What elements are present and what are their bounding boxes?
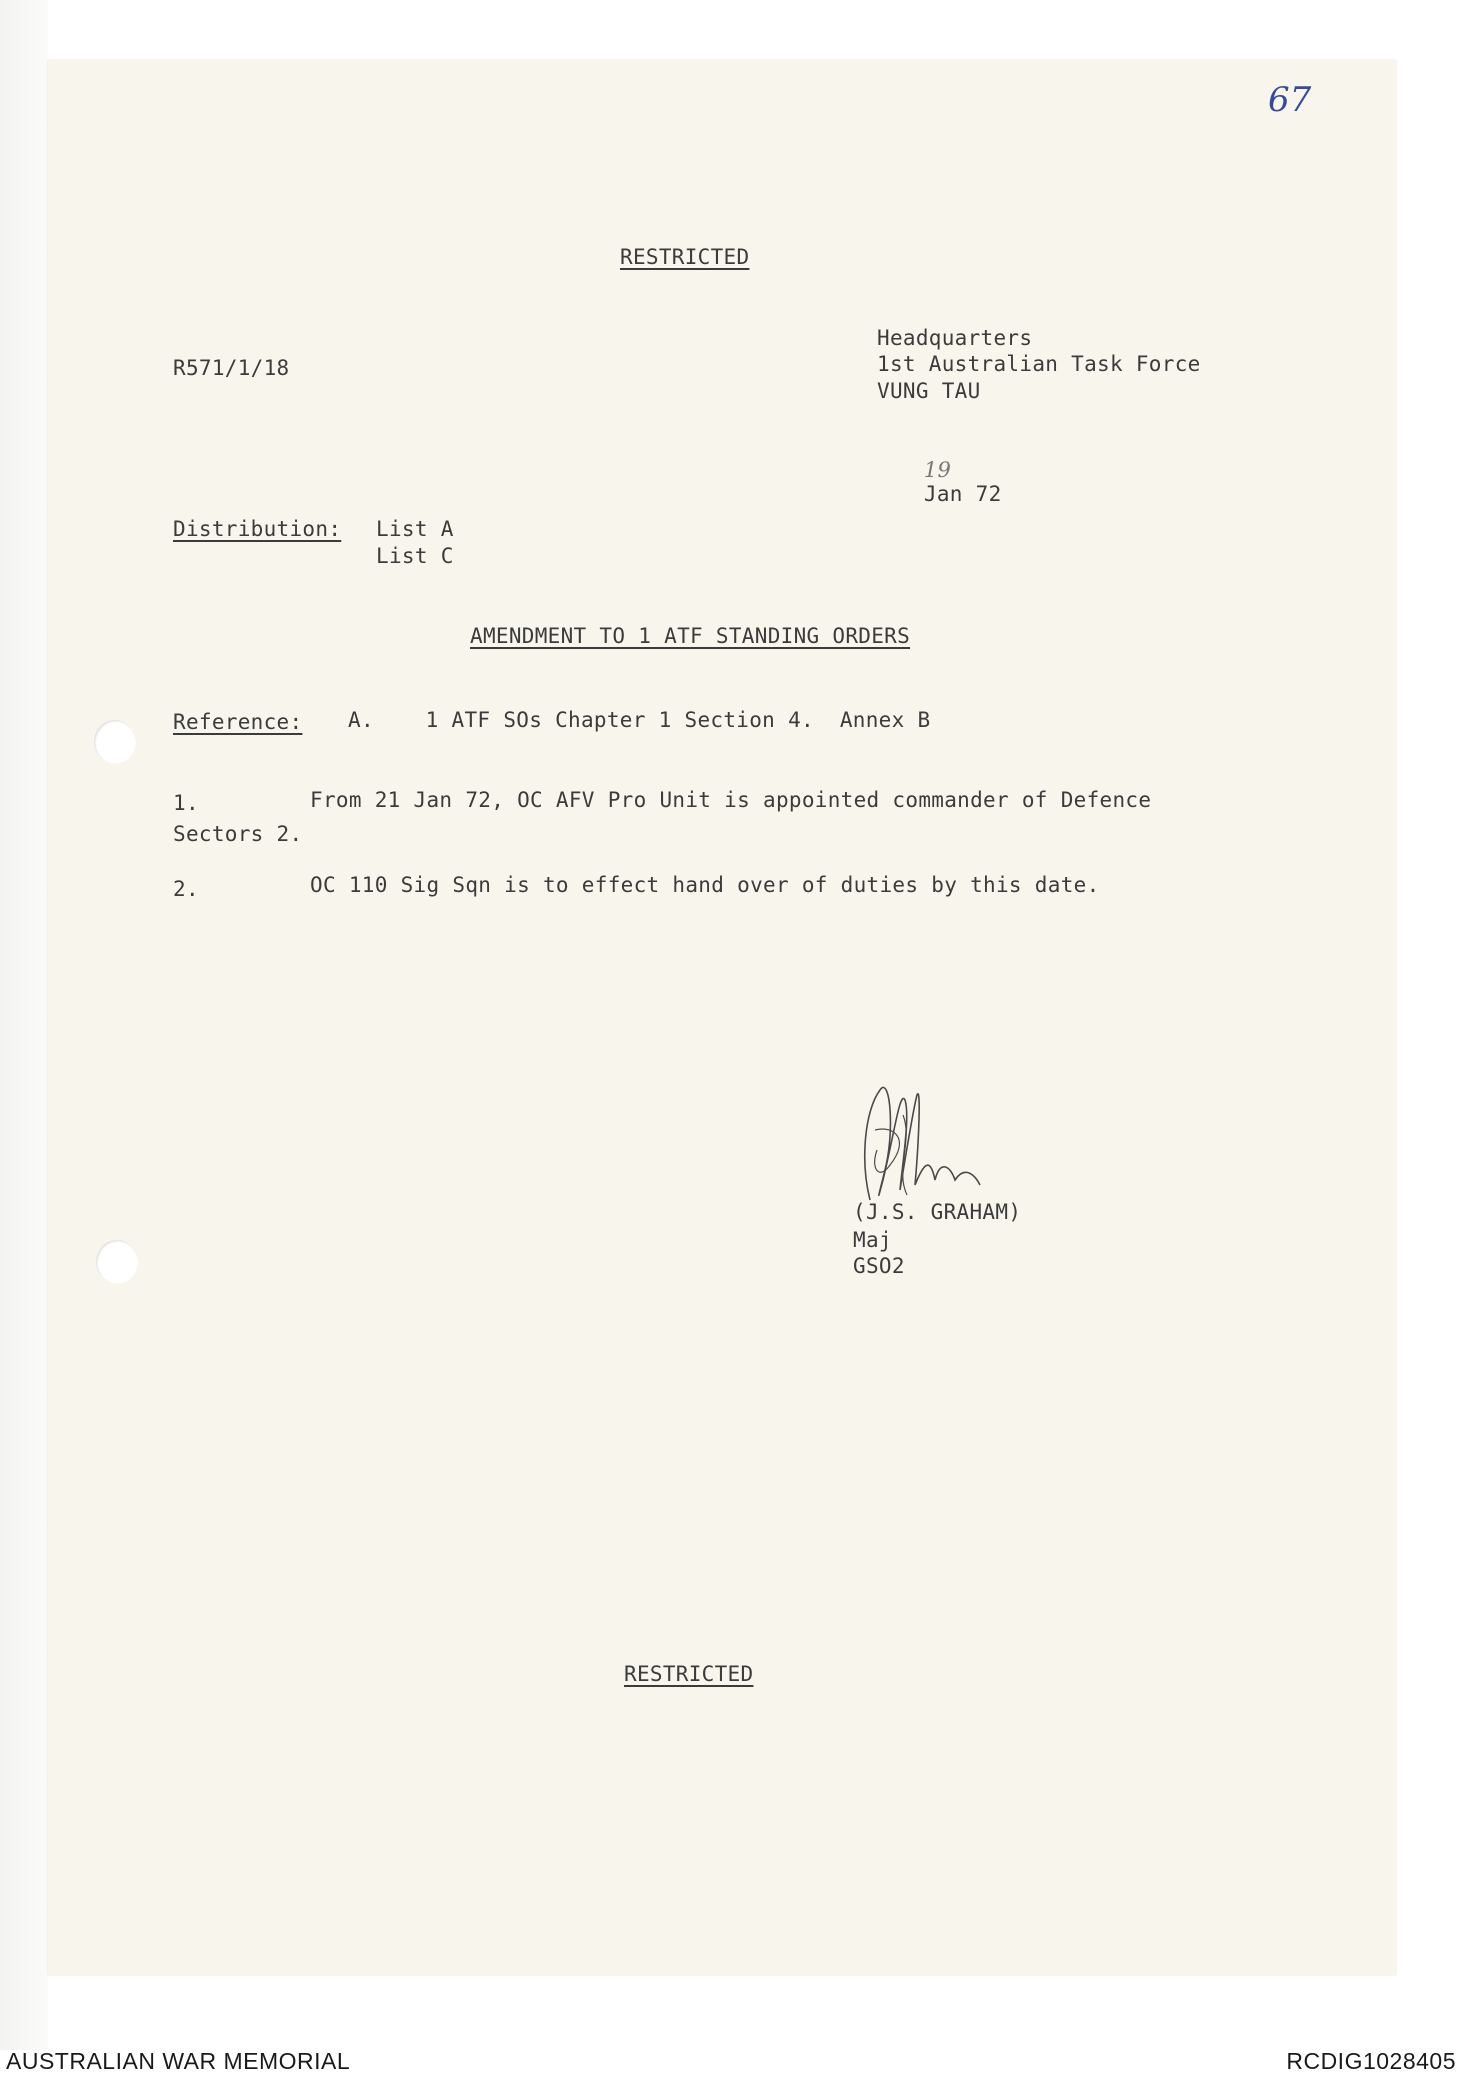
address-line-3: VUNG TAU — [877, 379, 981, 403]
punch-hole-bottom — [96, 1240, 138, 1284]
date-day: 19 — [923, 458, 952, 482]
classification-bottom: RESTRICTED — [624, 1662, 754, 1686]
document-date — [898, 434, 1002, 506]
signatory-name: (J.S. GRAHAM) — [853, 1200, 1022, 1224]
paragraph-2-line-1: OC 110 Sig Sqn is to effect hand over of duties by this date. — [310, 873, 1100, 897]
distribution-list-c: List C — [376, 544, 454, 568]
classification-top: RESTRICTED — [620, 245, 750, 269]
reference-label: Reference: — [173, 710, 303, 734]
handwritten-page-number: 67 — [1268, 80, 1312, 120]
punch-hole-top — [94, 720, 136, 764]
address-line-1: Headquarters — [877, 326, 1033, 350]
distribution-list-a: List A — [376, 517, 454, 541]
distribution-label: Distribution: — [173, 517, 342, 541]
footer-record-id: RCDIG1028405 — [1286, 2048, 1456, 2074]
date-month-year: Jan 72 — [923, 482, 1002, 506]
footer-archive-name: AUSTRALIAN WAR MEMORIAL — [6, 2048, 351, 2074]
paragraph-1-line-1: From 21 Jan 72, OC AFV Pro Unit is appointed commander of Defence — [310, 788, 1152, 812]
paragraph-1-line-2: Sectors 2. — [173, 822, 303, 846]
reference-text: A. 1 ATF SOs Chapter 1 Section 4. Annex B — [348, 708, 931, 732]
scan-edge — [0, 0, 48, 2050]
paragraph-2-number: 2. — [173, 877, 199, 901]
signatory-appointment: GSO2 — [853, 1254, 905, 1278]
document-title: AMENDMENT TO 1 ATF STANDING ORDERS — [470, 624, 911, 648]
paragraph-1-number: 1. — [173, 791, 199, 815]
file-reference: R571/1/18 — [173, 356, 290, 380]
signatory-rank: Maj — [853, 1228, 892, 1252]
address-line-2: 1st Australian Task Force — [877, 352, 1201, 376]
document-page — [48, 60, 1396, 1975]
